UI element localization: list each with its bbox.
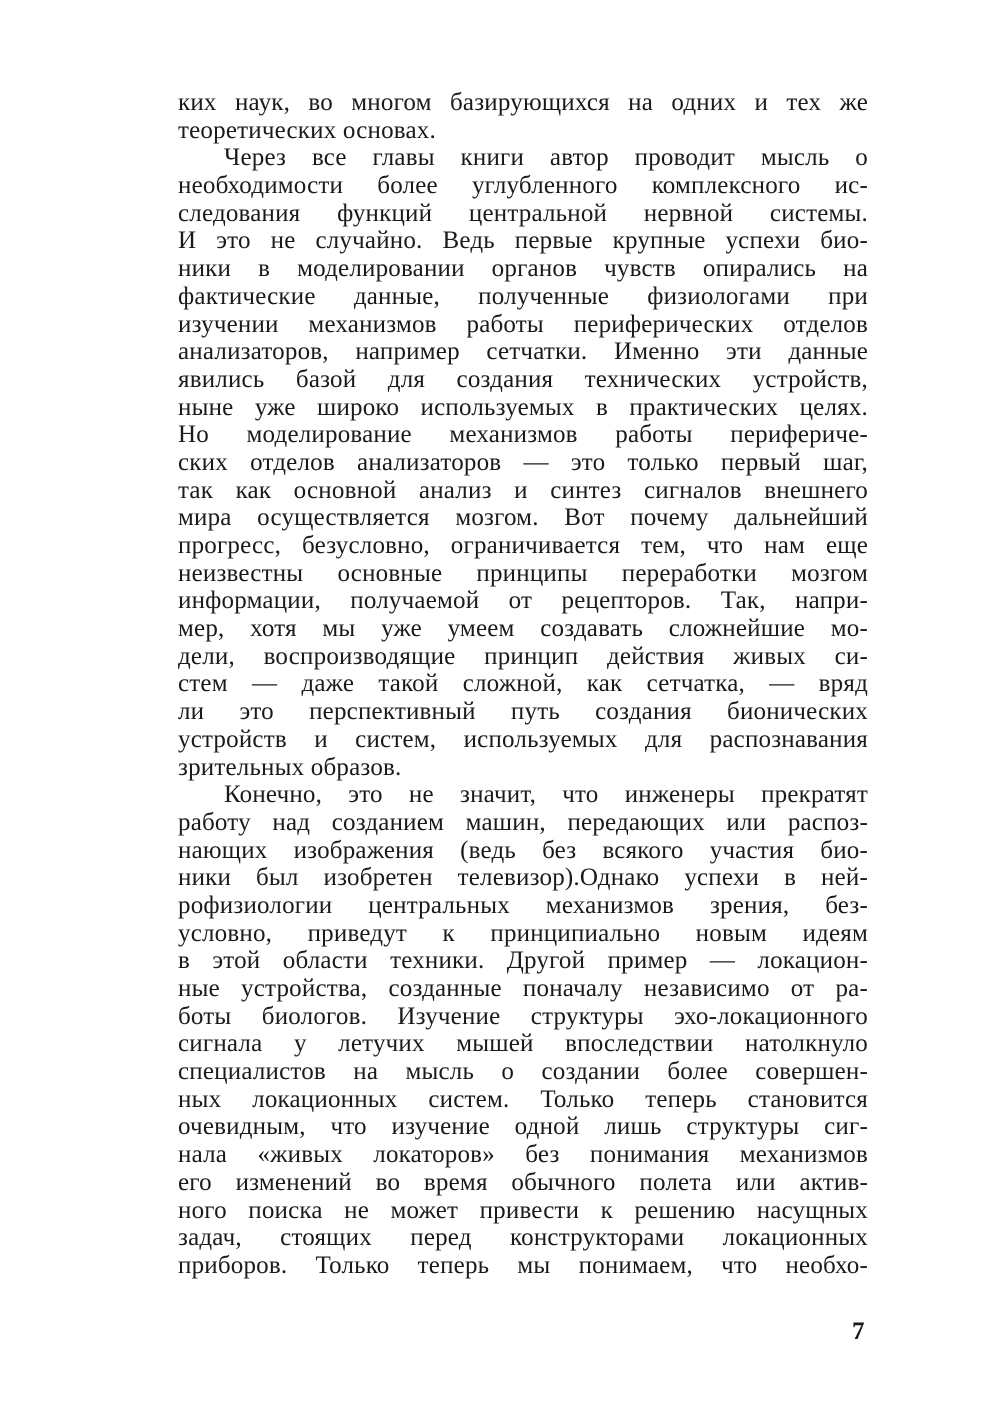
text-line: дели, воспроизводящие принцип действия живых си- [178, 642, 868, 670]
text-line: сигнала у летучих мышей впоследствии натолкнуло [178, 1030, 868, 1058]
text-line: ных локационных систем. Только теперь становится [178, 1085, 868, 1113]
text-line: Но моделирование механизмов работы перифериче- [178, 421, 868, 449]
text-line: теоретических основах. [178, 116, 436, 144]
text-line: И это не случайно. Ведь первые крупные успехи био- [178, 227, 868, 255]
text-line: работу над созданием машин, передающих или распоз- [178, 808, 868, 836]
text-line: нала «живых локаторов» без понимания механизмов [178, 1141, 868, 1169]
text-line: специалистов на мысль о создании более совершен- [178, 1058, 868, 1086]
text-line: ные устройства, созданные поначалу независимо от ра- [178, 975, 868, 1002]
text-line: боты биологов. Изучение структуры эхо-локационного [178, 1002, 868, 1030]
text-line: следования функций центральной нервной системы. [178, 199, 868, 227]
text-line: так как основной анализ и синтез сигналов внешнего [178, 476, 868, 504]
text-line: нающих изображения (ведь без всякого участия био- [178, 836, 868, 864]
text-line: ских отделов анализаторов — это только первый шаг, [178, 448, 868, 476]
text-line: ники в моделировании органов чувств опирались на [178, 255, 868, 283]
text-line: в этой области техники. Другой пример — локацион- [178, 947, 868, 975]
text-line: стем — даже такой сложной, как сетчатка, — вряд [178, 670, 868, 698]
body-text [178, 89, 868, 1280]
text-line: изучении механизмов работы периферических отделов [178, 310, 868, 338]
text-line: мира осуществляется мозгом. Вот почему дальнейший [178, 504, 868, 532]
text-line: условно, приведут к принципиально новым идеям [178, 919, 868, 947]
text-line: задач, стоящих перед конструкторами локационных [178, 1224, 868, 1252]
text-line: явились базой для создания технических устройств, [178, 365, 868, 393]
text-line: мер, хотя мы уже умеем создавать сложнейшие мо- [178, 615, 868, 643]
text-line: необходимости более углубленного комплексного ис- [178, 172, 868, 200]
text-line: его изменений во время обычного полета или актив- [178, 1168, 868, 1196]
text-line: информации, получаемой от рецепторов. Так, напри- [178, 587, 868, 615]
text-line: прогресс, безусловно, ограничивается тем, что нам еще [178, 532, 868, 559]
text-line: неизвестны основные принципы переработки мозгом [178, 559, 868, 587]
paragraph-start-line: Через все главы книги автор проводит мысль о [224, 144, 868, 172]
text-line: устройств и систем, используемых для распознавания [178, 725, 868, 753]
text-line: ного поиска не может привести к решению насущных [178, 1196, 868, 1224]
text-line: ких наук, во многом базирующихся на одних и тех же [178, 89, 868, 116]
text-line: ли это перспективный путь создания бионических [178, 698, 868, 726]
text-line: рофизиологии центральных механизмов зрения, без- [178, 891, 868, 919]
text-line: ныне уже широко используемых в практических целях. [178, 393, 868, 421]
text-line: очевидным, что изучение одной лишь структуры сиг- [178, 1113, 868, 1141]
page-number: 7 [852, 1318, 865, 1345]
paragraph-start-line: Конечно, это не значит, что инженеры прекратят [224, 781, 868, 809]
text-line: зрительных образов. [178, 753, 402, 781]
text-line: ники был изобретен телевизор).Однако успехи в ней- [178, 864, 868, 892]
text-line: приборов. Только теперь мы понимаем, что необхо- [178, 1251, 868, 1279]
text-line: фактические данные, полученные физиологами при [178, 282, 868, 310]
text-line: анализаторов, например сетчатки. Именно эти данные [178, 338, 868, 366]
